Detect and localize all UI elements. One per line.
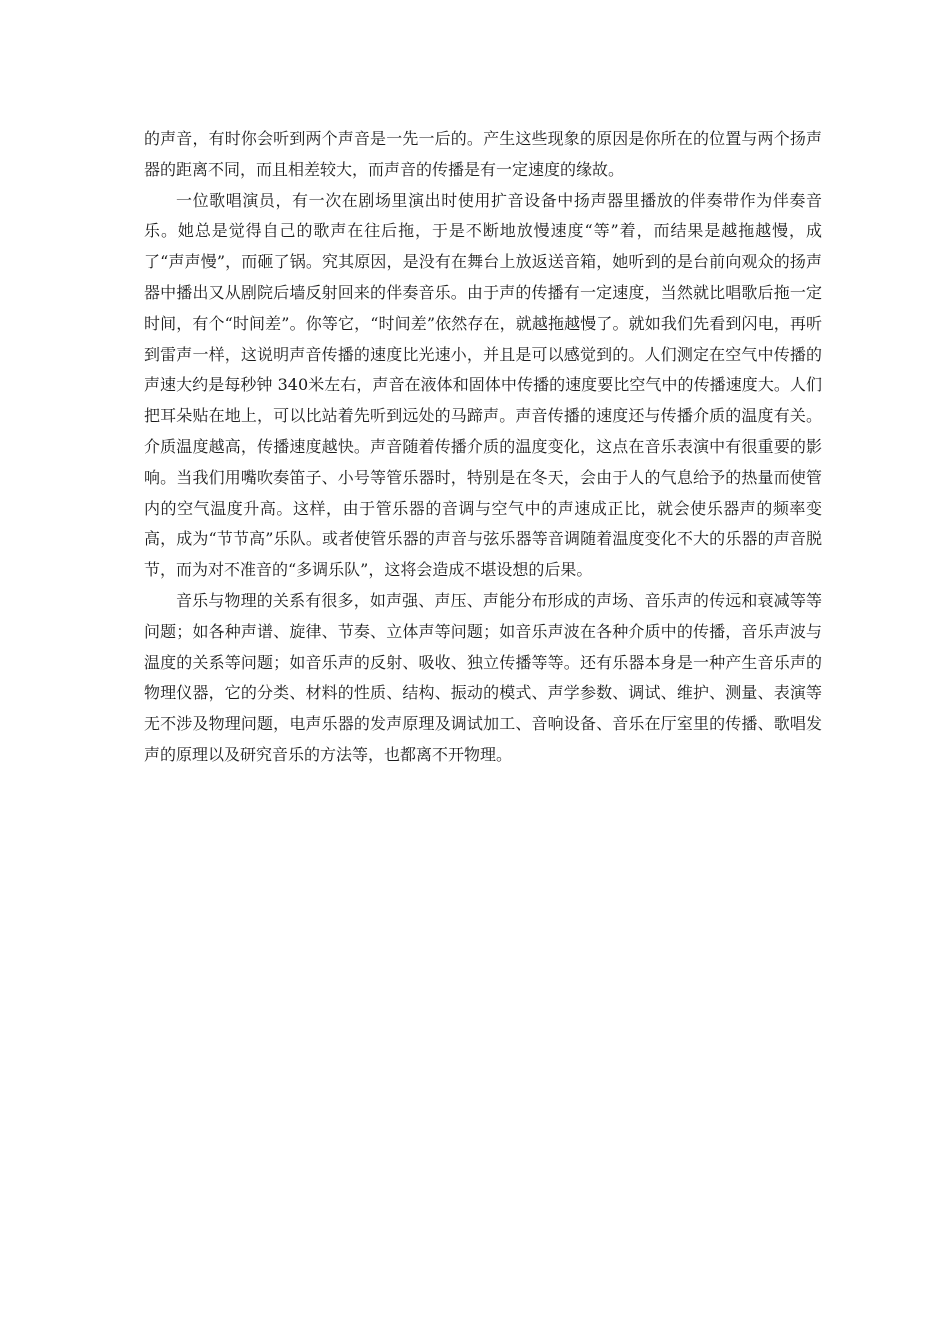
document-body [144,124,822,771]
paragraph-music-physics: 音乐与物理的关系有很多，如声强、声压、声能分布形成的声场、音乐声的传远和衰减等等问题；如各种声谱、旋律、节奏、立体声等问题；如音乐声波在各种介质中的传播，音乐声波与温度的关系等问题；如音乐声的反射、吸收、独立传播等等。还有乐器本身是一种产生音乐声的物理仪器，它的分类、材料的性质、结构、振动的模式、声学参数、调试、维护、测量、表演等无不涉及物理问题，电声乐器的发声原理及调试加工、音响设备、音乐在厅室里的传播、歌唱发声的原理以及研究音乐的方法等，也都离不开物理。 [144,590,822,764]
paragraph-continuation: 的声音，有时你会听到两个声音是一先一后的。产生这些现象的原因是你所在的位置与两个扬声器的距离不同，而且相差较大，而声音的传播是有一定速度的缘故。 [144,129,822,179]
paragraph-singer-story: 一位歌唱演员，有一次在剧场里演出时使用扩音设备中扬声器里播放的伴奏带作为伴奏音乐。她总是觉得自己的歌声在往后拖，于是不断地放慢速度“等”着，而结果是越拖越慢，成了“声声慢”，而砸了锅。究其原因，是没有在舞台上放返送音箱，她听到的是台前向观众的扬声器中播出又从剧院后墙反射回来的伴奏音乐。由于声的传播有一定速度，当然就比唱歌后拖一定时间，有个“时间差”。你等它，“时间差”依然存在，就越拖越慢了。就如我们先看到闪电，再听到雷声一样，这说明声音传播的速度比光速小，并且是可以感觉到的。人们测定在空气中传播的声速大约是每秒钟 340米左右，声音在液体和固体中传播的速度要比空气中的传播速度大。人们把耳朵贴在地上，可以比站着先听到远处的马蹄声。声音传播的速度还与传播介质的温度有关。介质温度越高，传播速度越快。声音随着传播介质的温度变化，这点在音乐表演中有很重要的影响。当我们用嘴吹奏笛子、小号等管乐器时，特别是在冬天，会由于人的气息给予的热量而使管内的空气温度升高。这样，由于管乐器的音调与空气中的声速成正比，就会使乐器声的频率变高，成为“节节高”乐队。或者使管乐器的声音与弦乐器等音调随着温度变化不大的乐器的声音脱节，而为对不准音的“多调乐队”，这将会造成不堪设想的后果。 [144,190,822,580]
